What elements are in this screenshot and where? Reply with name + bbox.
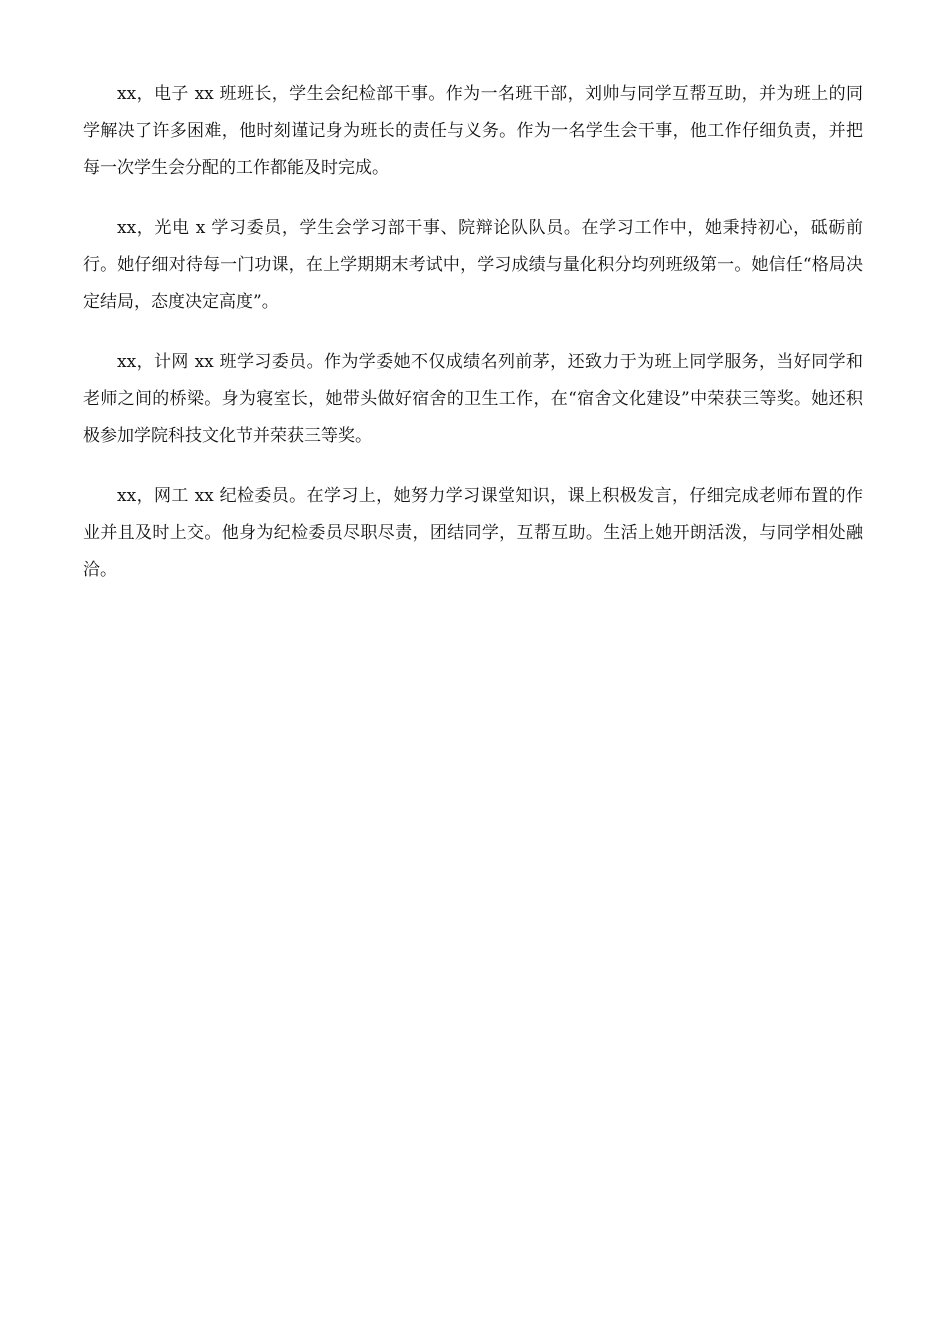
paragraph-2: xx，光电 x 学习委员，学生会学习部干事、院辩论队队员。在学习工作中，她秉持初心，砥砺前行。她仔细对待每一门功课，在上学期期末考试中，学习成绩与量化积分均列班级第一。她信任“格局决定结局，态度决定高度”。 [83, 218, 863, 312]
document-page [83, 76, 863, 612]
paragraph-4: xx，网工 xx 纪检委员。在学习上，她努力学习课堂知识，课上积极发言，仔细完成老师布置的作业并且及时上交。他身为纪检委员尽职尽责，团结同学，互帮互助。生活上她开朗活泼，与同学相处融洽。 [83, 486, 863, 580]
paragraph-3: xx，计网 xx 班学习委员。作为学委她不仅成绩名列前茅，还致力于为班上同学服务，当好同学和老师之间的桥梁。身为寝室长，她带头做好宿舍的卫生工作，在“宿舍文化建设”中荣获三等奖。她还积极参加学院科技文化节并荣获三等奖。 [83, 352, 863, 446]
paragraph-1: xx，电子 xx 班班长，学生会纪检部干事。作为一名班干部，刘帅与同学互帮互助，并为班上的同学解决了许多困难，他时刻谨记身为班长的责任与义务。作为一名学生会干事，他工作仔细负责，并把每一次学生会分配的工作都能及时完成。 [83, 84, 863, 178]
